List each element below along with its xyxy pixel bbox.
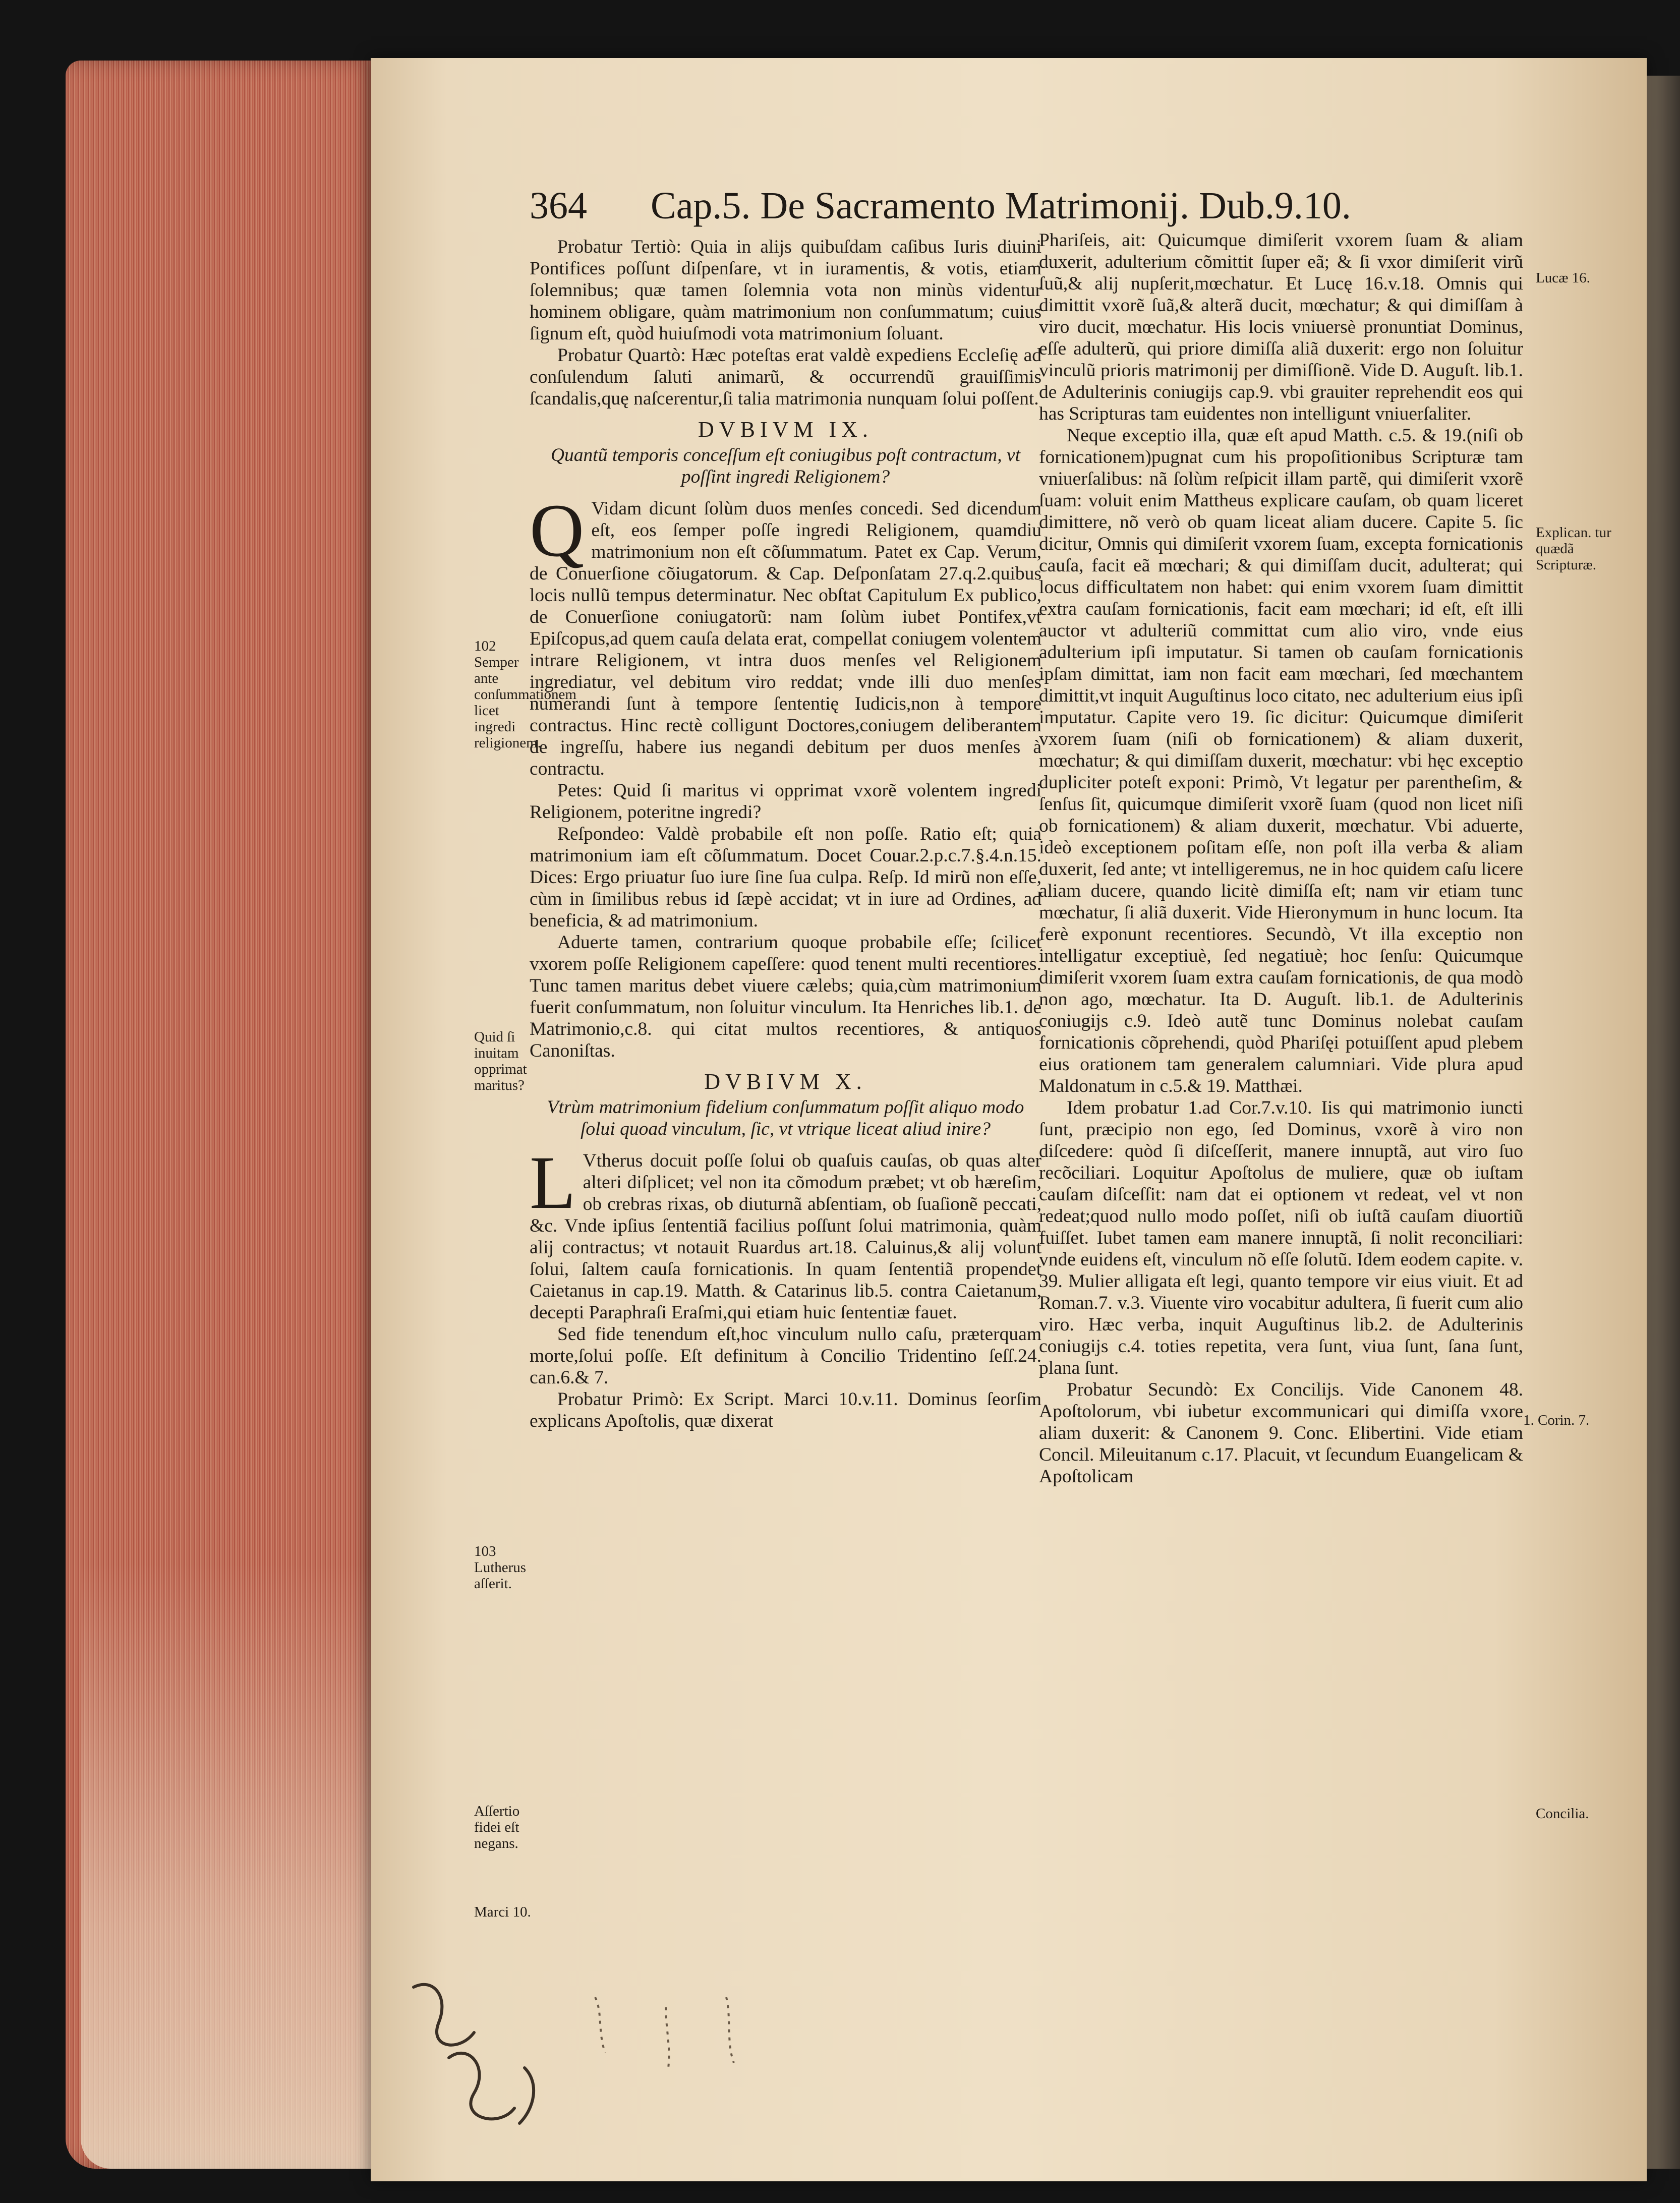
paragraph-text: Vidam dicunt ſolùm duos menſes concedi. Sed dicendum eſt, eos ſemper poſſe ingredi Religionem, quamdiu matrimonium non eſt cõſummatum. Patet ex Cap. Verum, de Conuerſione cõiugatorum. & Cap. Deſponſatam 27.q.2.quibus locis nullũ tempus determinatur. Nec obſtat Capitulum Ex publico, de Conuerſione coniugatorũ: nam ſolùm iubet Pontifex,vt Epiſcopus,ad quem cauſa delata erat, compellat coniugem volentem intrare Religionem, vt intra duos menſes vel Religionem ingrediatur, vel debitum viro reddat; vnde illi duo menſes numerandi ſunt à tempore ſententię Iudicis,non à tempore contractus. Hinc rectè colligunt Doctores,coniugem deliberantem de ingreſſu, habere ius negandi debitum per duos menſes à contractu. [530, 498, 1041, 779]
margin-note: Aſſertio fidei eſt negans. [474, 1803, 520, 1851]
paragraph-text: Vtherus docuit poſſe ſolui ob quaſuis cauſas, ob quas alter alteri diſplicet; vel non ita cõmodum præbet; vt ob hæreſim, ob crebras rixas, ob diuturnã abſentiam, ob ſuaſionẽ peccati, &c. Vnde ipſius ſententiã facilius poſſunt ſolui matrimonia, quàm alij contractus; vt notauit Ruardus art.18. Caluinus,& alij volunt ſolui, ſaltem cauſa fornicationis. In quam ſententiã propendet Caietanus in cap.19. Matth. & Catarinus lib.5. contra Caietanum, decepti Paraphraſi Eraſmi,qui etiam huic ſententiæ fauet. [530, 1150, 1041, 1323]
paragraph: Probatur Primò: Ex Script. Marci 10.v.11. Dominus ſeorſim explicans Apoſtolis, quæ dixerat [530, 1389, 1041, 1431]
paragraph: Petes: Quid ſi maritus vi opprimat vxorẽ volentem ingredi Religionem, poteritne ingredi? [530, 780, 1041, 823]
paragraph: Phariſeis, ait: Quicumque dimiſerit vxorem ſuam & aliam duxerit, adulterium cõmittit ſuper eã; & ſi vxor dimiſerit virũ ſuũ,& alij nupſerit,mœchatur. Et Lucę 16.v.18. Omnis qui dimittit vxorẽ ſuã,& alterã ducit, mœchatur; & qui dimiſſam à viro ducit, mœchatur. His locis vniuersè pronuntiat Dominus, eſſe adulterũ, qui priore dimiſſa aliã duxerit: ergo non ſoluitur vinculũ prioris matrimonij per dimiſſionẽ. Vide D. Auguſt. lib.1. de Adulterinis coniugijs cap.9. vbi grauiter reprehendit eos qui has Scripturas tam euidentes non intelligunt vniuerſaliter. [1039, 230, 1523, 424]
margin-note: Explican. tur quædã Scripturæ. [1536, 525, 1611, 573]
margin-note: Lucæ 16. [1536, 270, 1590, 286]
chapter-title: Cap.5. De Sacramento Matrimonij. Dub.9.10. [651, 185, 1351, 227]
section-heading: DVBIVM X. [704, 1069, 867, 1094]
section-question: Vtrùm matrimonium fidelium conſummatum poſſit aliquo modo ſolui quoad vinculum, ſic, vt vtrique liceat aliud inire? [547, 1097, 1024, 1139]
paragraph: Probatur Tertiò: Quia in alijs quibuſdam caſibus Iuris diuini Pontifices poſſunt diſpenſare, vt in iuramentis, & votis, etiam ſolemnibus; quæ tamen ſolemnia vota non minùs videntur hominem obligare, quàm matrimonium non conſummatum; cuius ſignum eſt, quòd huiuſmodi vota matrimonium ſoluant. [530, 237, 1041, 344]
paragraph: Reſpondeo: Valdè probabile eſt non poſſe. Ratio eſt; quia matrimonium iam eſt cõſummatum. Docet Couar.2.p.c.7.§.4.n.15. Dices: Ergo priuatur ſuo iure ſine ſua culpa. Reſp. Id mirũ non eſſe, cùm in ſimilibus rebus id ſæpè accidat; vt in iure ad Ordines, ad beneficia, & ad matrimonium. [530, 824, 1041, 931]
margin-note: 1. Corin. 7. [1523, 1412, 1590, 1428]
drop-cap: L [530, 1141, 576, 1225]
margin-note: Concilia. [1536, 1806, 1589, 1822]
margin-note: Marci 10. [474, 1904, 531, 1920]
margin-note: 102 Semper ante conſummationem licet ingredi religionem. [474, 638, 576, 751]
fore-edge-wear [81, 1563, 373, 2169]
right-column [1039, 229, 1523, 1487]
paragraph: Sed fide tenendum eſt,hoc vinculum nullo caſu, præterquam morte,ſolui poſſe. Eſt definitum à Concilio Tridentino ſeſſ.24. can.6.& 7. [530, 1324, 1041, 1388]
paragraph: Probatur Secundò: Ex Concilijs. Vide Canonem 48. Apoſtolorum, vbi iubetur excommunicari qui dimiſſa vxore aliam duxerit: & Canonem 9. Conc. Elibertini. Vide etiam Concil. Mileuitanum c.17. Placuit, vt ſecundum Euangelicam & Apoſtolicam [1039, 1379, 1523, 1487]
margin-note: Quid ſi inuitam opprimat maritus? [474, 1029, 527, 1093]
section-question: Quantũ temporis conceſſum eſt coniugibus poſt contractum, vt poſſint ingredi Religionem? [550, 445, 1021, 487]
paragraph: Neque exceptio illa, quæ eſt apud Matth. c.5. & 19.(niſi ob fornicationem)pugnat cum his propoſitionibus Scripturæ tam vniuerſalibus: nã ſolùm reſpicit illam partẽ, qui dimiſerit vxorẽ ſuam: voluit enim Mattheus explicare cauſam, ob quam liceret dimittere, nõ verò ob quam liceat aliam ducere. Capite 5. ſic dicitur, Omnis qui dimiſerit vxorem ſuam, excepta fornicationis cauſa, facit eã mœchari; & qui dimiſſam ducit, adulterat; qui locus difficultatem non habet: qui enim vxorem ſuam dimittit extra cauſam fornicationis, facit eam mœchari; id eſt, eſt illi auctor vt adulteriũ committat cum alio viro, vnde eius adulterium ipſi imputatur. Si tamen ob cauſam fornicationis ipſam dimittat, iam non facit eam mœchari, ſed mœchantem dimittit,vt inquit Auguſtinus loco citato, nec adulterium eius ipſi imputatur. Capite vero 19. ſic dicitur: Quicumque dimiſerit vxorem ſuam (niſi ob fornicationem) & aliam duxerit, mœchatur; & qui dimiſſam duxerit, mœchatur: vbi hęc exceptio dupliciter poteſt exponi: Primò, Vt legatur per parentheſim, & ſenſus ſit, quicumque dimiſerit vxorẽ ſuam (quod non licet niſi ob fornicationem) & aliam duxerit, mœchatur. Vbi aduerte, ideò exceptionem poſitam eſſe, non poſt illa verba & aliam duxerit, ſed ante; vt intelligeremus, ne in hoc quidem caſu licere aliam ducere, quando licitè dimiſſa eſt; nam vir etiam tunc mœchatur, ſi aliã duxerit. Vide Hieronymum in hunc locum. Ita ferè exponunt recentiores. Secundò, Vt illa exceptio non intelligatur exceptiuè, ſed negatiuè; hoc ſenſu: Quicumque dimiſerit vxorem ſuam extra cauſam fornicationis, de qua modò non ago, mœchatur. Ita D. Auguſt. lib.1. de Adulterinis coniugijs c.9. Ideò autẽ tunc Dominus nolebat cauſam fornicationis cõprehendi, quòd Phariſęi potuiſſent apud plebem eius orationem tam generalem calumniari. Vide plura apud Maldonatum in c.5.& 19. Matthæi. [1039, 425, 1523, 1096]
paragraph: Probatur Quartò: Hæc poteſtas erat valdè expediens Eccleſię ad conſulendum ſaluti animarũ, & occurrendũ grauiſſimis ſcandalis,quę naſcerentur,ſi talia matrimonia nunquam ſolui poſſent. [530, 345, 1041, 409]
paragraph [530, 1141, 1041, 1323]
running-head [530, 184, 1351, 229]
paragraph [530, 489, 1041, 780]
paragraph: Aduerte tamen, contrarium quoque probabile eſſe; ſcilicet vxorem poſſe Religionem capeſſere: quod tenent multi recentiores. Tunc tamen maritus debet viuere cælebs; quia,cùm matrimonium fuerit conſummatum, non ſoluitur vinculum. Ita Henriches lib.1. de Matrimonio,c.8. qui citat multos recentiores, & antiquos Canoniſtas. [530, 932, 1041, 1061]
page-number: 364 [530, 185, 587, 227]
section-heading: DVBIVM IX. [698, 417, 873, 442]
ink-flourish-icon [403, 1967, 857, 2159]
drop-cap: Q [530, 489, 585, 572]
left-column [530, 236, 1041, 1432]
margin-note: 103 Lutherus aſſerit. [474, 1543, 527, 1592]
paragraph: Idem probatur 1.ad Cor.7.v.10. Iis qui matrimonio iuncti ſunt, præcipio non ego, ſed Dominus, vxorẽ à viro non diſcedere: quòd ſi diſceſſerit, manere innuptã, aut viro ſuo recõciliari. Loquitur Apoſtolus de muliere, quæ ob iuſtam cauſam diſceſſit: nam dat ei optionem vt redeat, vel vt non redeat;quod nullo modo poſſet, niſi ob iuſtã cauſam diuortiũ fuiſſet. Iubet tamen eam manere innuptã, ſi nolit reconciliari: vnde euidens eſt, vinculum nõ eſſe ſolutũ. Idem eodem capite. v. 39. Mulier alligata eſt legi, quanto tempore vir eius viuit. Et ad Roman.7. v.3. Viuente viro vocabitur adultera, ſi fuerit cum alio viro. Hæc verba, inquit Auguſtinus lib.2. de Adulterinis coniugijs c.4. toties repetita, vera ſunt, viua ſunt, ſana ſunt, plana ſunt. [1039, 1097, 1523, 1378]
